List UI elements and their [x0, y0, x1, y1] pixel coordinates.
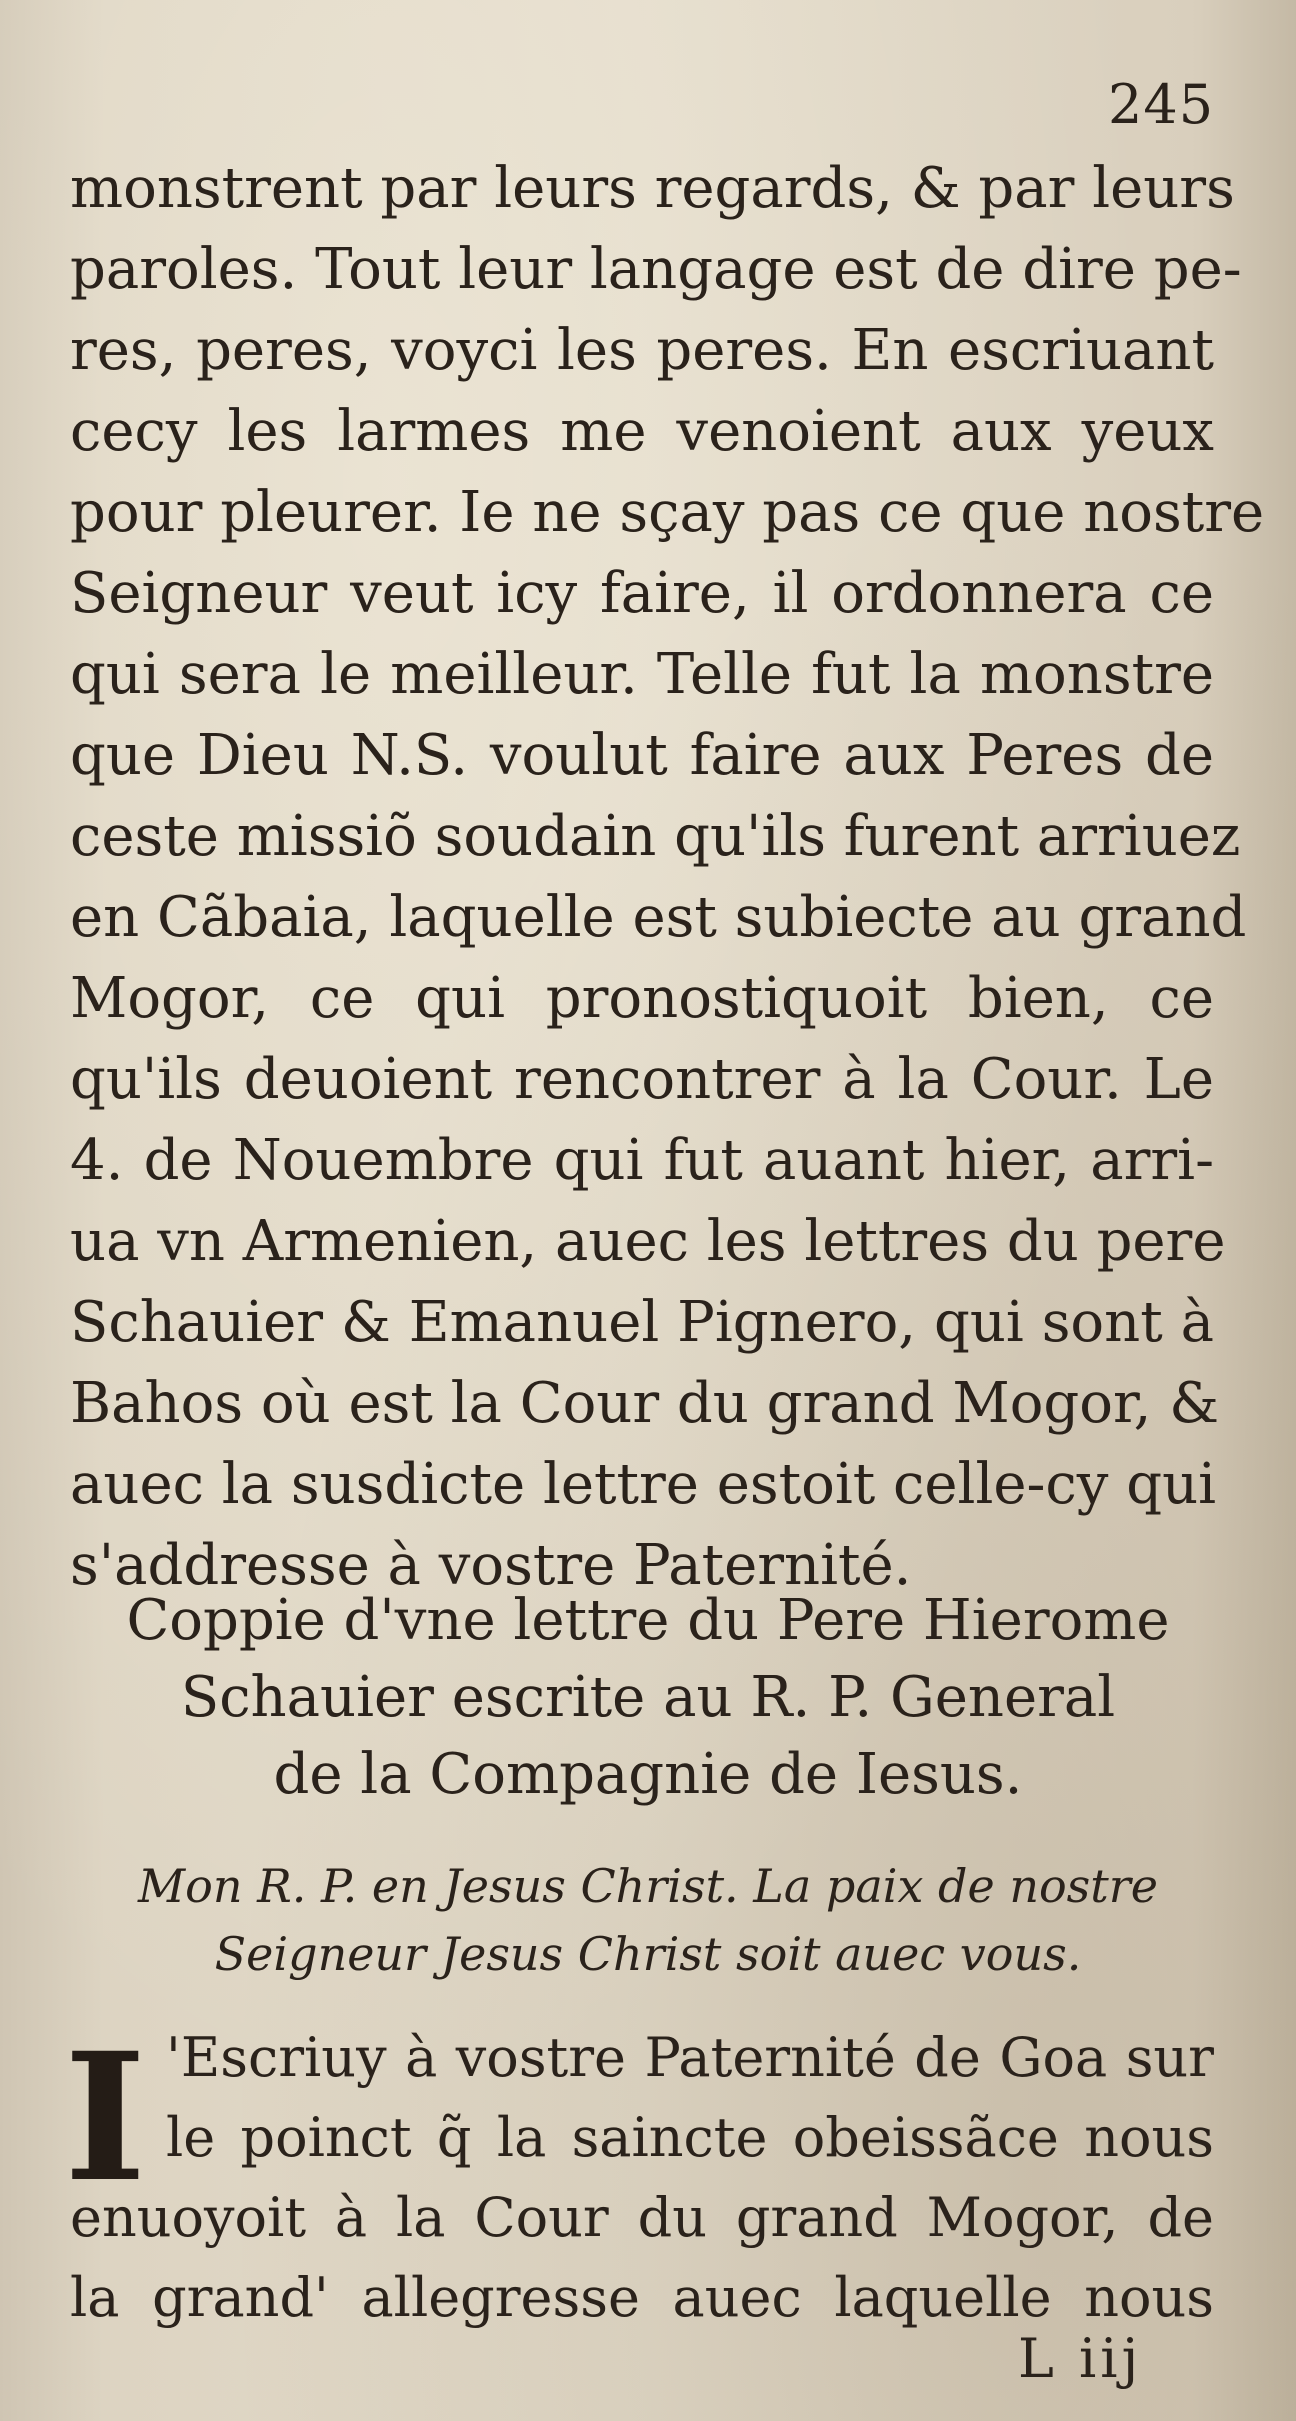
salutation-line: Seigneur Jesus Christ soit auec vous.: [214, 1927, 1082, 1981]
body-text: [70, 148, 1265, 1606]
body-line: Mogor, ce qui pronostiquoit bien, ce: [70, 966, 1214, 1031]
letter-text: [70, 2018, 1214, 2338]
letter-line: 'Escriuy à vostre Paternité de Goa sur: [166, 2026, 1214, 2089]
body-line: Bahos où est la Cour du grand Mogor, &: [70, 1371, 1220, 1436]
body-line: paroles. Tout leur langage est de dire pe-: [70, 237, 1242, 302]
letter-line: la grand' allegresse auec laquelle nous: [70, 2266, 1214, 2329]
body-line: pour pleurer. Ie ne sçay pas ce que nostre: [70, 480, 1265, 545]
letter-line: enuoyoit à la Cour du grand Mogor, de: [70, 2186, 1214, 2249]
signature-mark: L iij: [1018, 2327, 1143, 2390]
heading-line: Coppie d'vne lettre du Pere Hierome: [126, 1588, 1170, 1653]
heading-line: Schauier escrite au R. P. General: [180, 1665, 1116, 1730]
body-line: ua vn Armenien, auec les lettres du pere: [70, 1209, 1226, 1274]
body-line: res, peres, voyci les peres. En escriuant: [70, 318, 1214, 383]
body-line: s'addresse à vostre Paternité.: [70, 1533, 912, 1598]
letter-line: le poinct q̃ la saincte obeissãce nous: [166, 2106, 1214, 2169]
page-number: 245: [1108, 73, 1215, 136]
body-line: 4. de Nouembre qui fut auant hier, arri-: [70, 1128, 1214, 1193]
body-line: monstrent par leurs regards, & par leurs: [70, 156, 1235, 221]
body-line: auec la susdicte lettre estoit celle-cy qui: [70, 1452, 1217, 1517]
salutation: [0, 1852, 1296, 1988]
heading-line: de la Compagnie de Iesus.: [273, 1742, 1023, 1807]
body-line: cecy les larmes me venoient aux yeux: [70, 399, 1214, 464]
body-line: ceste missiõ soudain qu'ils furent arriuez: [70, 804, 1241, 869]
body-line: qui sera le meilleur. Telle fut la monstre: [70, 642, 1214, 707]
body-line: qu'ils deuoient rencontrer à la Cour. Le: [70, 1047, 1214, 1112]
body-line: Schauier & Emanuel Pignero, qui sont à: [70, 1290, 1214, 1355]
body-line: que Dieu N.S. voulut faire aux Peres de: [70, 723, 1214, 788]
body-line: Seigneur veut icy faire, il ordonnera ce: [70, 561, 1214, 626]
salutation-line: Mon R. P. en Jesus Christ. La paix de nostre: [138, 1859, 1158, 1913]
body-line: en Cãbaia, laquelle est subiecte au grand: [70, 885, 1247, 950]
drop-cap: I: [64, 2014, 147, 2221]
letter-heading: [0, 1582, 1296, 1813]
